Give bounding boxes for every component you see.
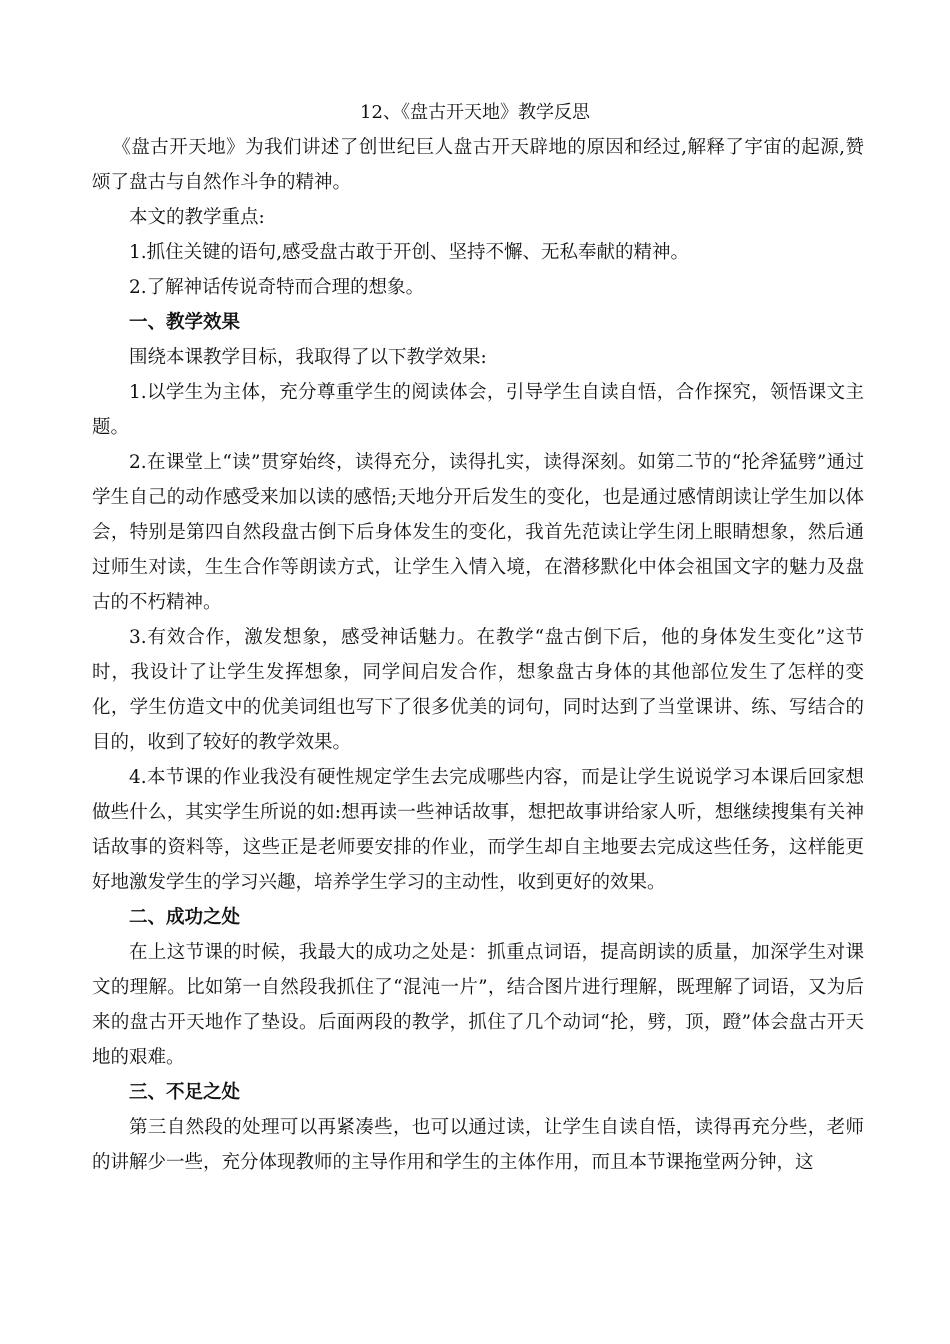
document-title: 12、《盘古开天地》教学反思 [360,102,590,123]
section-heading-effects: 一、教学效果 [129,312,241,333]
section-paragraph: 4.本节课的作业我没有硬性规定学生去完成哪些内容，而是让学生说说学习本课后回家想做些什么，其实学生所说的如:想再读一些神话故事，想把故事讲给家人听，想继续搜集有关神话故事的资料等，这些正是老师要安排的作业，而学生却自主地要去完成这些任务，这样能更好地激发学生的学习兴趣，培养学生学习的主动性，收到更好的效果。 [92,767,864,893]
section-heading-successes: 二、成功之处 [129,907,241,928]
focus-item: 2.了解神话传说奇特而合理的想象。 [129,277,425,298]
intro-paragraph: 《盘古开天地》为我们讲述了创世纪巨人盘古开天辟地的原因和经过,解释了宇宙的起源,赞颂了盘古与自然作斗争的精神。 [92,137,864,193]
section-heading-shortcomings: 三、不足之处 [129,1082,241,1103]
focus-item: 1.抓住关键的语句,感受盘古敢于开创、坚持不懈、无私奉献的精神。 [129,242,690,263]
section-paragraph: 围绕本课教学目标，我取得了以下教学效果: [129,347,487,368]
section-paragraph: 第三自然段的处理可以再紧凑些，也可以通过读，让学生自读自悟，读得再充分些，老师的讲解少一些，充分体现教师的主导作用和学生的主体作用，而且本节课拖堂两分钟，这 [92,1117,864,1173]
section-paragraph: 在上这节课的时候，我最大的成功之处是：抓重点词语，提高朗读的质量，加深学生对课文的理解。比如第一自然段我抓住了“混沌一片”，结合图片进行理解，既理解了词语，又为后来的盘古开天地作了垫设。后面两段的教学，抓住了几个动词“抡，劈，顶，蹬”体会盘古开天地的艰难。 [92,942,864,1068]
section-paragraph: 1.以学生为主体，充分尊重学生的阅读体会，引导学生自读自悟，合作探究，领悟课文主题。 [92,382,864,438]
section-paragraph: 3.有效合作，激发想象，感受神话魅力。在教学“盘古倒下后，他的身体发生变化”这节时，我设计了让学生发挥想象，同学间启发合作，想象盘古身体的其他部位发生了怎样的变化，学生仿造文中的优美词组也写下了很多优美的词句，同时达到了当堂课讲、练、写结合的目的，收到了较好的教学效果。 [92,627,864,753]
document-body [92,130,864,1180]
section-paragraph: 2.在课堂上“读”贯穿始终，读得充分，读得扎实，读得深刻。如第二节的“抡斧猛劈”通过学生自己的动作感受来加以读的感悟;天地分开后发生的变化，也是通过感情朗读让学生加以体会，特别是第四自然段盘古倒下后身体发生的变化，我首先范读让学生闭上眼睛想象，然后通过师生对读，生生合作等朗读方式，让学生入情入境，在潜移默化中体会祖国文字的魅力及盘古的不朽精神。 [92,452,864,613]
focus-heading: 本文的教学重点: [129,207,265,228]
